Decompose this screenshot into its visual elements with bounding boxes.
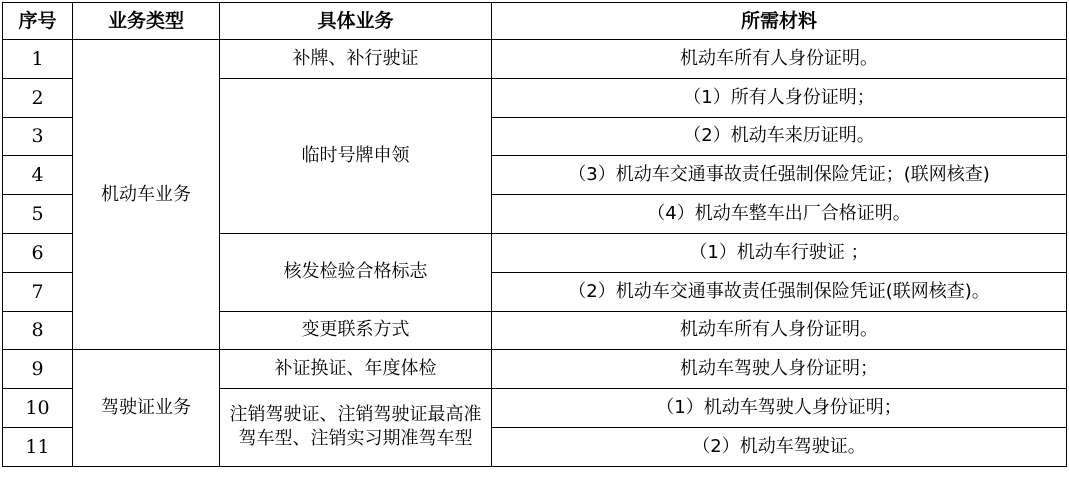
- material-cell: （1）机动车行驶证 ；: [492, 233, 1067, 272]
- business-cell: 注销驾驶证、注销驾驶证最高准驾车型、注销实习期准驾车型: [220, 389, 492, 467]
- material-cell: （4）机动车整车出厂合格证明。: [492, 195, 1067, 234]
- table-row: [3, 350, 1067, 389]
- business-cell: 核发检验合格标志: [220, 233, 492, 311]
- business-cell: 变更联系方式: [220, 311, 492, 350]
- material-cell: （2）机动车驾驶证。: [492, 427, 1067, 466]
- seq-cell: 11: [3, 427, 73, 466]
- seq-cell: 10: [3, 389, 73, 428]
- seq-cell: 7: [3, 272, 73, 311]
- header-seq: 序号: [3, 3, 73, 40]
- material-cell: （2）机动车交通事故责任强制保险凭证(联网核查)。: [492, 272, 1067, 311]
- header-row: [3, 3, 1067, 40]
- material-cell: （1）所有人身份证明；: [492, 78, 1067, 117]
- header-materials: 所需材料: [492, 3, 1067, 40]
- material-cell: 机动车驾驶人身份证明；: [492, 350, 1067, 389]
- header-category: 业务类型: [73, 3, 220, 40]
- material-cell: 机动车所有人身份证明。: [492, 40, 1067, 79]
- seq-cell: 8: [3, 311, 73, 350]
- seq-cell: 6: [3, 233, 73, 272]
- business-cell: 补证换证、年度体检: [220, 350, 492, 389]
- category-vehicle: 机动车业务: [73, 40, 220, 350]
- material-cell: （2）机动车来历证明。: [492, 117, 1067, 156]
- seq-cell: 2: [3, 78, 73, 117]
- table-row: [3, 40, 1067, 79]
- header-business: 具体业务: [220, 3, 492, 40]
- seq-cell: 1: [3, 40, 73, 79]
- seq-cell: 3: [3, 117, 73, 156]
- business-cell: 临时号牌申领: [220, 78, 492, 233]
- category-license: 驾驶证业务: [73, 350, 220, 466]
- business-cell: 补牌、补行驶证: [220, 40, 492, 79]
- seq-cell: 9: [3, 350, 73, 389]
- material-cell: （3）机动车交通事故责任强制保险凭证；(联网核查): [492, 156, 1067, 195]
- requirements-table: [2, 2, 1067, 467]
- material-cell: 机动车所有人身份证明。: [492, 311, 1067, 350]
- seq-cell: 5: [3, 195, 73, 234]
- material-cell: （1）机动车驾驶人身份证明；: [492, 389, 1067, 428]
- seq-cell: 4: [3, 156, 73, 195]
